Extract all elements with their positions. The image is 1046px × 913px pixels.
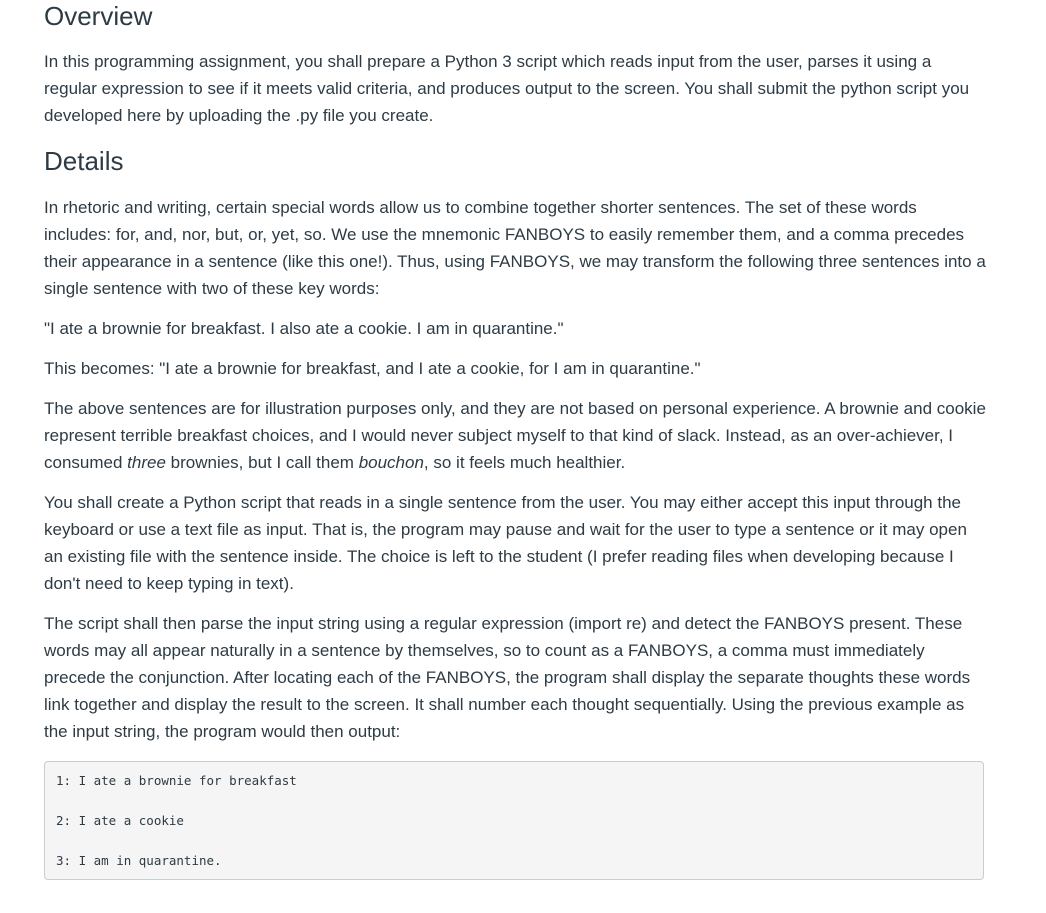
details-paragraph-regex: The script shall then parse the input string using a regular expression (import re) and detect the FANBOYS present. These words may all appear naturally in a sentence by themselves, so to count as a FANBOYS, a comma must immediately precede the conjunction. After locating each of the FANBOYS, the program shall display the separate thoughts these words link together and display the result to the screen. It shall number each thought sequentially. Using the previous example as the input string, the program would then output: bbox=[44, 614, 971, 741]
disclaimer-emphasis-bouchon: bouchon bbox=[358, 453, 424, 472]
disclaimer-text-1: The above sentences are for illustration purposes only, and they are not based on personal experience. A brownie and cookie represent terrible breakfast choices, and I would never subject myself to that kind of slack. Instead, as an over-achiever, I consumed bbox=[44, 399, 986, 472]
overview-paragraph: In this programming assignment, you shall prepare a Python 3 script which reads input from the user, parses it using a regular expression to see if it meets valid criteria, and produces output to the screen. You shall submit the python script you developed here by uploading the .py file you create. bbox=[44, 52, 970, 125]
code-output-block bbox=[44, 761, 984, 880]
disclaimer-text-2: brownies, but I call them bbox=[165, 453, 359, 472]
code-line-3: 3: I am in quarantine. bbox=[56, 853, 222, 868]
overview-heading: Overview bbox=[44, 1, 153, 31]
details-paragraph-disclaimer bbox=[44, 395, 986, 476]
details-example-sentences: "I ate a brownie for breakfast. I also ate a cookie. I am in quarantine." bbox=[44, 319, 564, 338]
details-paragraph-fanboys: In rhetoric and writing, certain special words allow us to combine together shorter sentences. The set of these words includes: for, and, nor, but, or, yet, so. We use the mnemonic FANBOYS to easily remember them, and a comma precedes their appearance in a sentence (like this one!). Thus, using FANBOYS, we may transform the following three sentences into a single sentence with two of these key words: bbox=[44, 198, 986, 298]
code-line-1: 1: I ate a brownie for breakfast bbox=[56, 773, 297, 788]
details-paragraph-input: You shall create a Python script that reads in a single sentence from the user. You may either accept this input through the keyboard or use a text file as input. That is, the program may pause and wait for the user to type a sentence or it may open an existing file with the sentence inside. The choice is left to the student (I prefer reading files when developing because I don't need to keep typing in text). bbox=[44, 493, 967, 593]
details-heading: Details bbox=[44, 146, 124, 176]
details-example-combined: This becomes: "I ate a brownie for breakfast, and I ate a cookie, for I am in quarantine." bbox=[44, 359, 701, 378]
disclaimer-text-3: , so it feels much healthier. bbox=[423, 453, 626, 472]
disclaimer-emphasis-three: three bbox=[127, 453, 166, 472]
code-line-2: 2: I ate a cookie bbox=[56, 813, 184, 828]
